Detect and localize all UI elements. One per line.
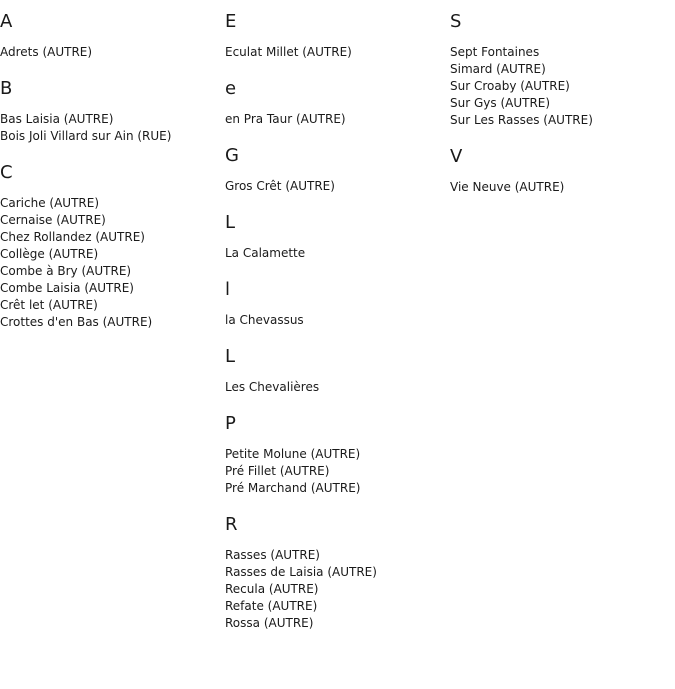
group-letter-heading: e (225, 78, 237, 99)
group-letter-heading: B (0, 78, 13, 99)
street-entry[interactable]: Crêt let (AUTRE) (0, 298, 98, 312)
group-letter-heading: L (225, 346, 236, 367)
entry-list (225, 312, 450, 329)
street-entry[interactable]: Gros Crêt (AUTRE) (225, 179, 335, 193)
street-entry[interactable]: Bois Joli Villard sur Ain (RUE) (0, 129, 172, 143)
entry-list (225, 446, 450, 497)
index-column (0, 10, 225, 347)
group-letter-heading: S (450, 11, 462, 32)
street-entry[interactable]: Chez Rollandez (AUTRE) (0, 230, 145, 244)
entry-list (225, 547, 450, 632)
entry-list (450, 179, 675, 196)
street-entry[interactable]: Crottes d'en Bas (AUTRE) (0, 315, 153, 329)
letter-group (225, 211, 450, 262)
group-letter-heading: V (450, 146, 463, 167)
street-entry[interactable]: en Pra Taur (AUTRE) (225, 112, 346, 126)
street-entry[interactable]: Combe à Bry (AUTRE) (0, 264, 132, 278)
group-letter-heading: l (225, 279, 231, 300)
index-column (225, 10, 450, 648)
street-entry[interactable]: Refate (AUTRE) (225, 599, 318, 613)
street-entry[interactable]: Pré Fillet (AUTRE) (225, 464, 330, 478)
street-entry[interactable]: Simard (AUTRE) (450, 62, 546, 76)
entry-list (0, 44, 225, 61)
street-entry[interactable]: Bas Laisia (AUTRE) (0, 112, 114, 126)
street-entry[interactable]: Sur Les Rasses (AUTRE) (450, 113, 593, 127)
street-entry[interactable]: Rasses (AUTRE) (225, 548, 320, 562)
index-column (450, 10, 675, 212)
entry-list (450, 44, 675, 129)
letter-group (225, 77, 450, 128)
street-entry[interactable]: Cariche (AUTRE) (0, 196, 100, 210)
entry-list (225, 379, 450, 396)
group-letter-heading: C (0, 162, 13, 183)
letter-group (0, 161, 225, 331)
entry-list (225, 178, 450, 195)
group-letter-heading: R (225, 514, 238, 535)
letter-group (225, 144, 450, 195)
street-entry[interactable]: Recula (AUTRE) (225, 582, 319, 596)
letter-group (0, 10, 225, 61)
street-entry[interactable]: Pré Marchand (AUTRE) (225, 481, 361, 495)
street-entry[interactable]: la Chevassus (225, 313, 304, 327)
street-entry[interactable]: Sept Fontaines (450, 45, 540, 59)
street-entry[interactable]: Combe Laisia (AUTRE) (0, 281, 134, 295)
entry-list (225, 245, 450, 262)
letter-group (450, 145, 675, 196)
letter-group (225, 278, 450, 329)
letter-group (0, 77, 225, 145)
street-entry[interactable]: La Calamette (225, 246, 306, 260)
street-entry[interactable]: Sur Croaby (AUTRE) (450, 79, 570, 93)
entry-list (0, 111, 225, 145)
street-entry[interactable]: Les Chevalières (225, 380, 320, 394)
letter-group (225, 513, 450, 632)
entry-list (225, 44, 450, 61)
street-entry[interactable]: Sur Gys (AUTRE) (450, 96, 551, 110)
group-letter-heading: E (225, 11, 237, 32)
entry-list (225, 111, 450, 128)
group-letter-heading: L (225, 212, 236, 233)
street-entry[interactable]: Petite Molune (AUTRE) (225, 447, 361, 461)
letter-group (225, 412, 450, 497)
street-entry[interactable]: Collège (AUTRE) (0, 247, 99, 261)
entry-list (0, 195, 225, 331)
street-entry[interactable]: Rossa (AUTRE) (225, 616, 314, 630)
street-entry[interactable]: Vie Neuve (AUTRE) (450, 180, 565, 194)
street-entry[interactable]: Rasses de Laisia (AUTRE) (225, 565, 377, 579)
letter-group (225, 10, 450, 61)
group-letter-heading: G (225, 145, 239, 166)
street-entry[interactable]: Eculat Millet (AUTRE) (225, 45, 352, 59)
letter-group (225, 345, 450, 396)
street-entry[interactable]: Cernaise (AUTRE) (0, 213, 106, 227)
group-letter-heading: P (225, 413, 236, 434)
street-entry[interactable]: Adrets (AUTRE) (0, 45, 93, 59)
letter-group (450, 10, 675, 129)
group-letter-heading: A (0, 11, 13, 32)
